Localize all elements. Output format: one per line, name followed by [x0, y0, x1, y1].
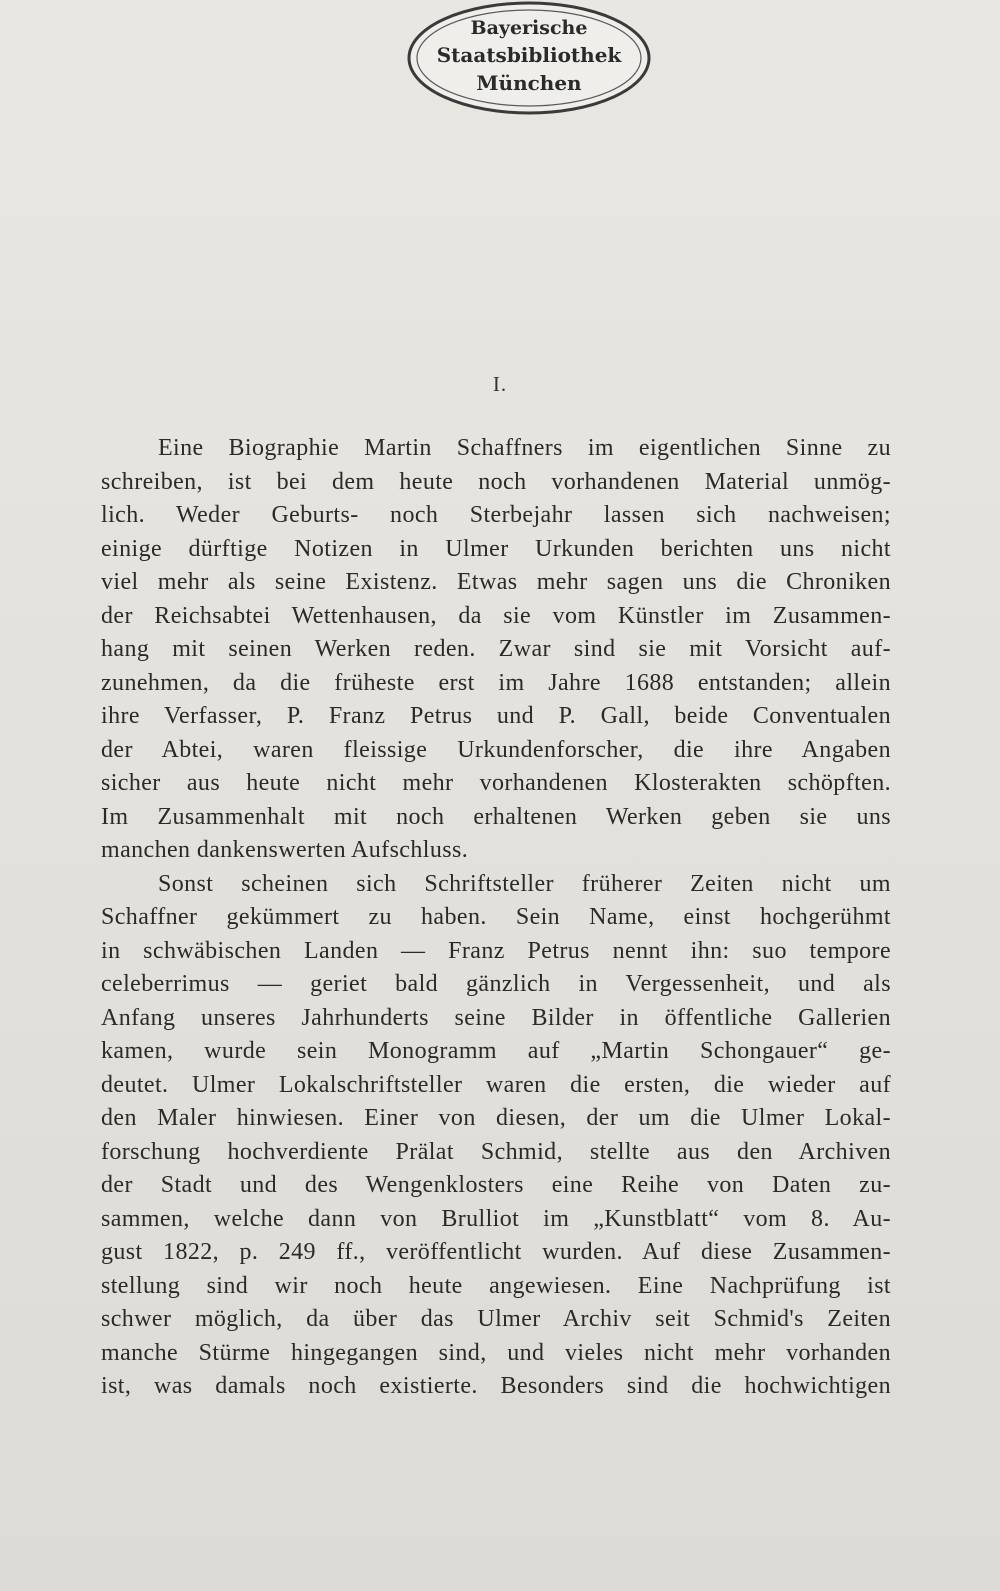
text-line: den Maler hinwiesen. Einer von diesen, der um die Ulmer Lokal- [101, 1105, 891, 1131]
text-line: einige dürftige Notizen in Ulmer Urkunden berichten uns nicht [101, 535, 891, 562]
text-line: sammen, welche dann von Brulliot im „Kunstblatt“ vom 8. Au- [101, 1205, 891, 1232]
text-line: Im Zusammenhalt mit noch erhaltenen Werken geben sie uns [101, 803, 891, 830]
text-line: Schaffner gekümmert zu haben. Sein Name, einst hochgerühmt [101, 904, 891, 930]
text-line: kamen, wurde sein Monogramm auf „Martin Schongauer“ ge- [101, 1038, 891, 1064]
text-line: ist, was damals noch existierte. Besonders sind die hochwichtigen [101, 1373, 891, 1399]
text-line: gust 1822, p. 249 ff., veröffentlicht wurden. Auf diese Zusammen- [101, 1239, 891, 1265]
text-line: sicher aus heute nicht mehr vorhandenen Klosterakten schöpften. [101, 770, 891, 796]
text-line: manchen dankenswerten Aufschluss. [101, 837, 469, 863]
text-line: der Reichsabtei Wettenhausen, da sie vom Künstler im Zusammen- [101, 602, 891, 629]
text-line: schreiben, ist bei dem heute noch vorhandenen Material unmög- [101, 468, 891, 495]
section-number: I. [492, 372, 508, 396]
text-line: lich. Weder Geburts- noch Sterbejahr lassen sich nachweisen; [101, 502, 891, 528]
body-text [101, 432, 891, 1404]
library-stamp-graphic [405, 0, 653, 118]
text-line: celeberrimus — geriet bald gänzlich in Vergessenheit, und als [101, 971, 891, 997]
text-line: der Stadt und des Wengenklosters eine Reihe von Daten zu- [101, 1172, 891, 1198]
stamp-line-2: Staatsbibliothek [436, 43, 622, 67]
text-line: in schwäbischen Landen — Franz Petrus nennt ihn: suo tempore [101, 937, 891, 964]
text-line: deutet. Ulmer Lokalschriftsteller waren die ersten, die wieder auf [101, 1071, 891, 1098]
stamp-line-1: Bayerische [470, 17, 588, 39]
text-line: viel mehr als seine Existenz. Etwas mehr sagen uns die Chroniken [101, 569, 891, 595]
library-stamp [405, 0, 653, 118]
text-line: hang mit seinen Werken reden. Zwar sind sie mit Vorsicht auf- [101, 636, 891, 662]
stamp-line-3: München [476, 71, 582, 95]
text-line: zunehmen, da die früheste erst im Jahre 1688 entstanden; allein [101, 669, 891, 696]
text-line: ihre Verfasser, P. Franz Petrus und P. Gall, beide Conventualen [101, 703, 891, 729]
text-line: forschung hochverdiente Prälat Schmid, stellte aus den Archiven [101, 1138, 891, 1165]
text-line: manche Stürme hingegangen sind, und vieles nicht mehr vorhanden [101, 1339, 891, 1366]
text-line: der Abtei, waren fleissige Urkundenforscher, die ihre Angaben [101, 736, 891, 763]
text-line: schwer möglich, da über das Ulmer Archiv seit Schmid's Zeiten [101, 1306, 891, 1332]
text-line: Eine Biographie Martin Schaffners im eigentlichen Sinne zu [158, 435, 891, 461]
text-line: Anfang unseres Jahrhunderts seine Bilder in öffentliche Gallerien [101, 1004, 891, 1031]
text-line: Sonst scheinen sich Schriftsteller früherer Zeiten nicht um [158, 870, 891, 897]
text-line: stellung sind wir noch heute angewiesen. Eine Nachprüfung ist [101, 1272, 891, 1299]
